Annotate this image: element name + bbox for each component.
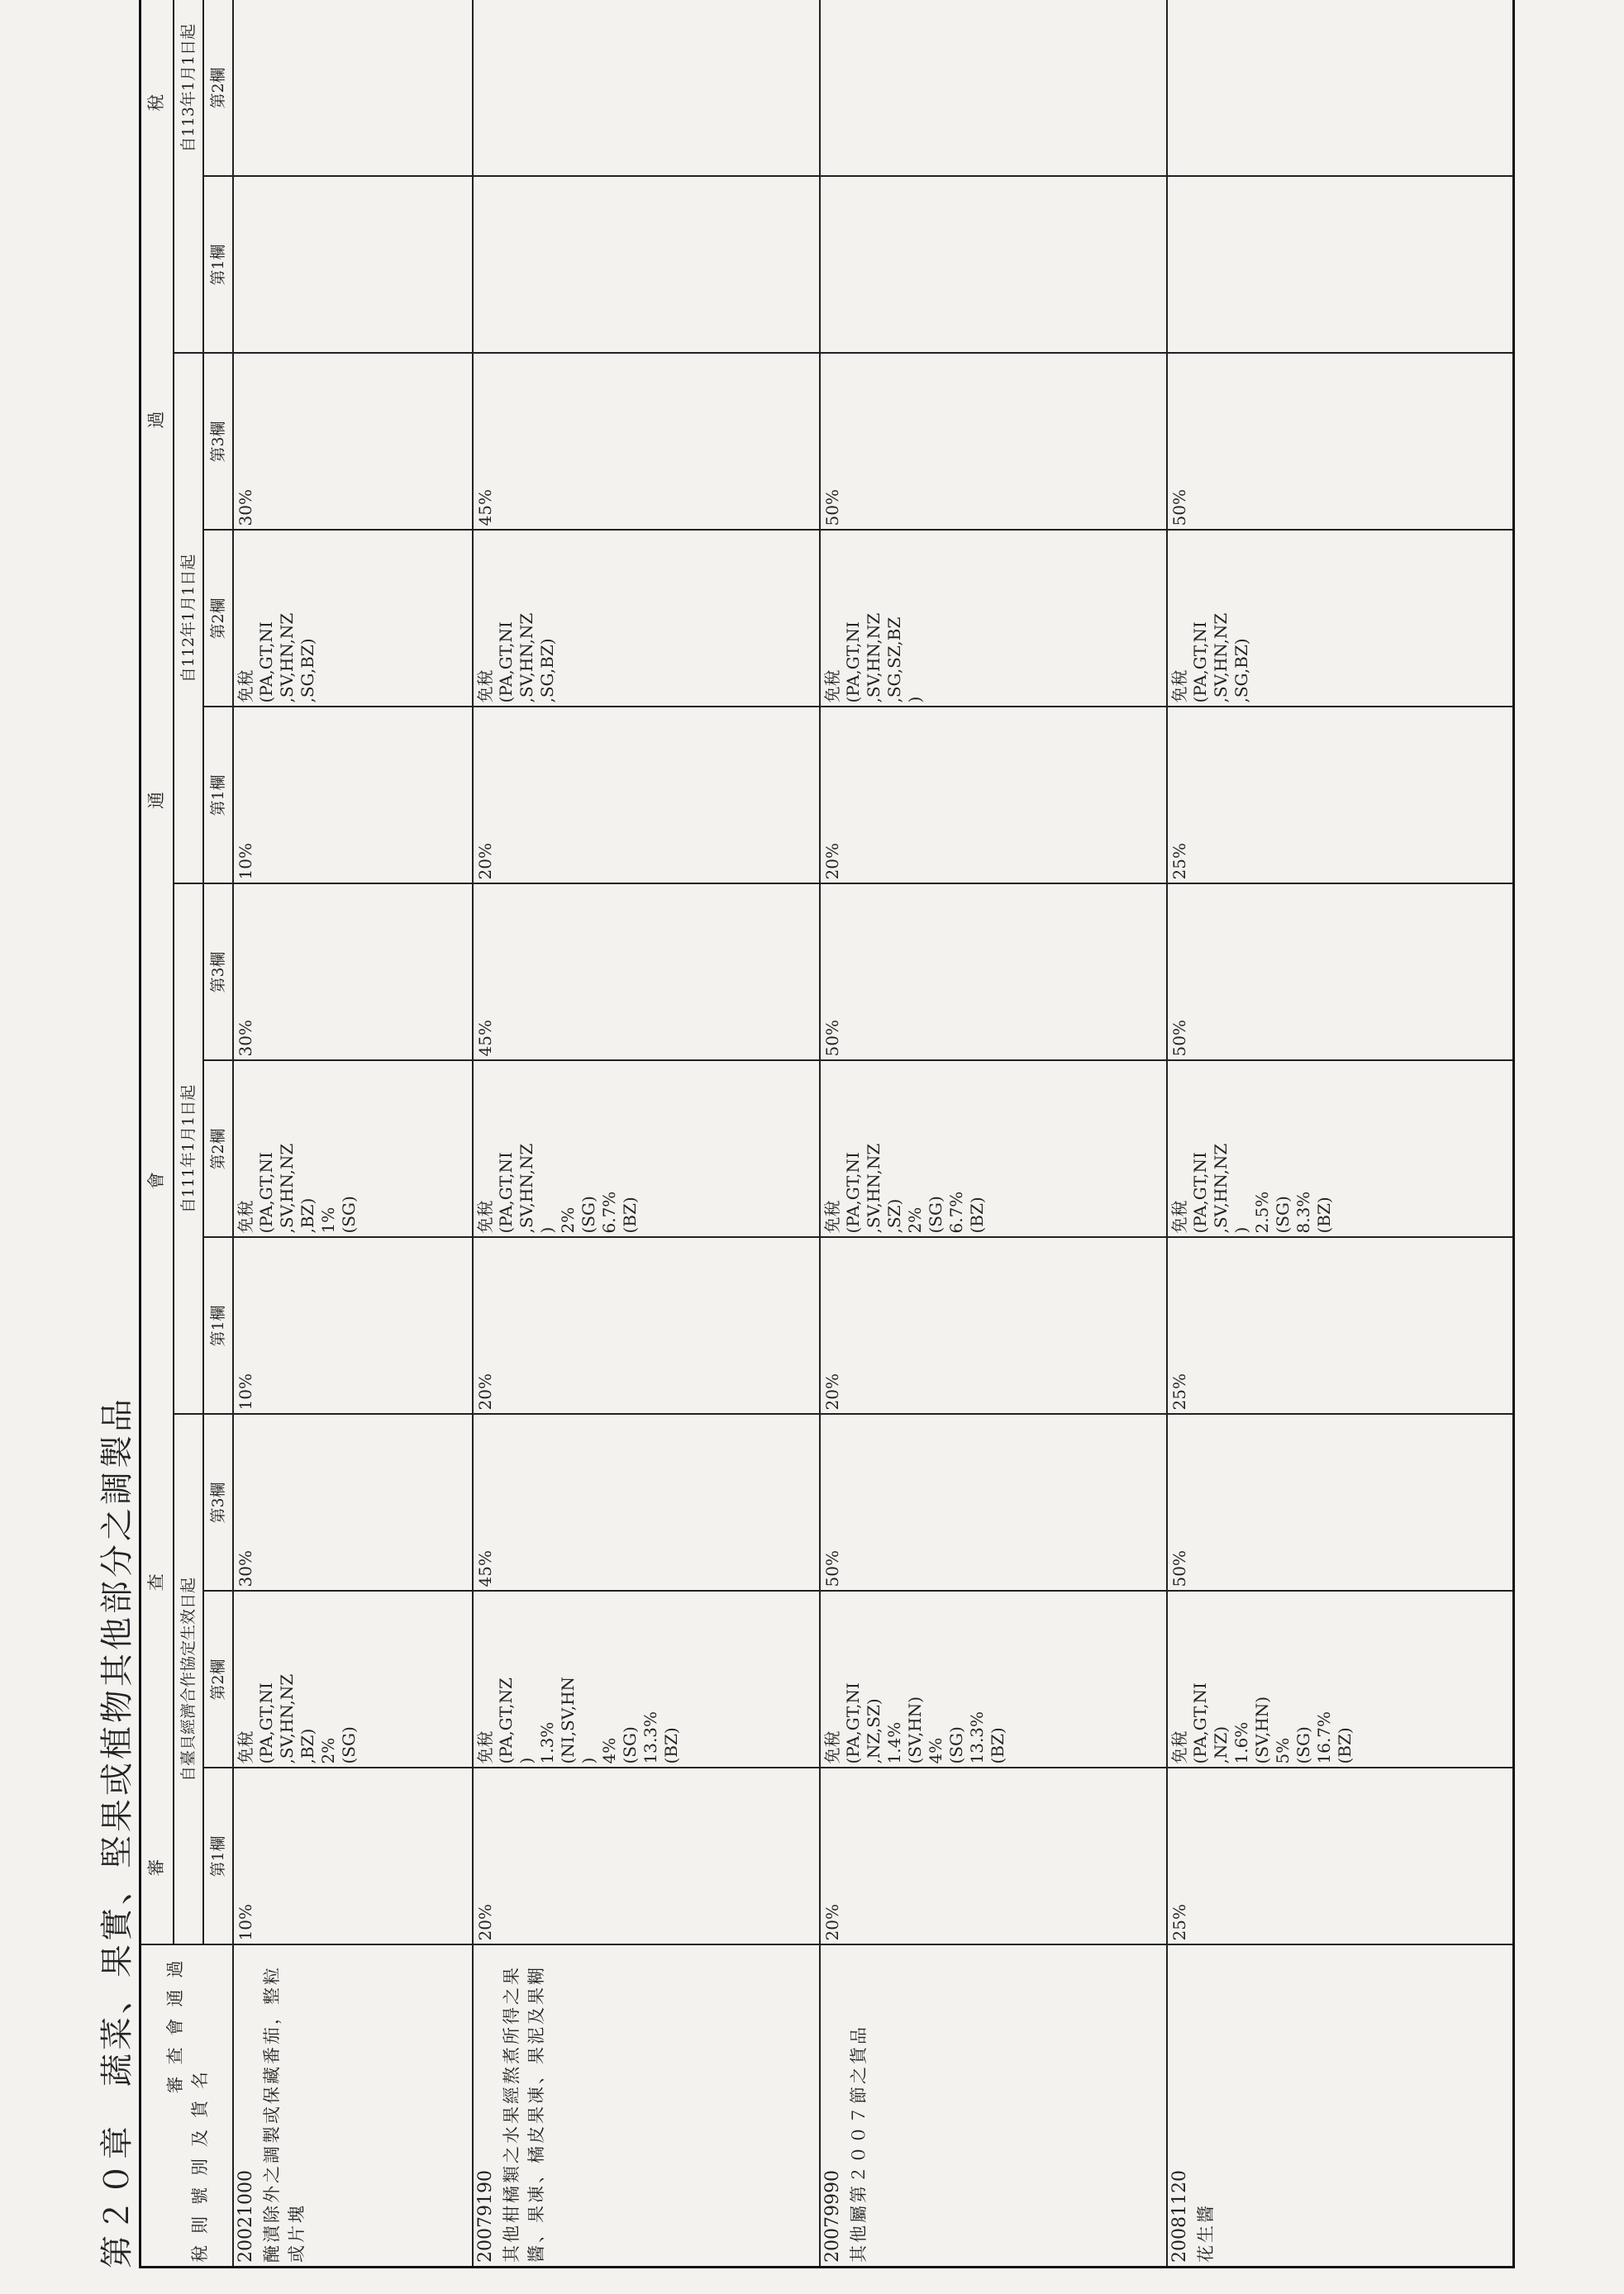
col-header-2: 第2欄 xyxy=(203,1592,233,1768)
rate-cell-g2-col1 xyxy=(473,1238,820,1415)
goods-description: 醃漬除外之調製或保藏番茄，整粒或片塊 xyxy=(261,1965,307,2263)
rate-cell-g1-col1 xyxy=(473,1768,820,1945)
group-header-113: 自113年1月1日起 xyxy=(174,0,203,354)
rate-cell-g3-col1 xyxy=(233,707,473,884)
rate-value: 免稅 (PA,GT,NI ,SV,HN,NZ ,BZ) 2% (SG) xyxy=(235,1673,359,1764)
col-header-1: 第1欄 xyxy=(203,1768,233,1945)
item-cell xyxy=(233,1945,473,2268)
rate-value: 10% xyxy=(235,843,255,880)
rate-cell-g3-col2 xyxy=(233,531,473,707)
item-cell xyxy=(820,1945,1167,2268)
rate-value: 免稅 (PA,GT,NI ,NZ,SZ) 1.4% (SV,HN) 4% (SG) 13.3% (BZ) xyxy=(822,1682,1007,1764)
header-code-name-label: 稅則號別及貨名 xyxy=(189,2060,210,2263)
rate-cell-g4-col1 xyxy=(473,177,820,354)
rate-value: 20% xyxy=(822,1373,842,1411)
group-header-agreement: 自臺貝經濟合作協定生效日起 xyxy=(174,1415,203,1945)
rate-cell-g2-col3 xyxy=(473,884,820,1061)
rate-cell-g2-col3 xyxy=(820,884,1167,1061)
group-header-112: 自112年1月1日起 xyxy=(174,354,203,884)
header-char: 查 xyxy=(146,1572,166,1592)
header-rate-title xyxy=(140,0,174,1945)
tariff-code: 20081120 xyxy=(1169,2170,1190,2263)
rate-value: 20% xyxy=(822,1904,842,1941)
rate-value: 50% xyxy=(1169,489,1189,526)
tariff-code: 20021000 xyxy=(235,2170,256,2263)
header-char: 稅 xyxy=(146,93,166,112)
rate-value: 50% xyxy=(822,489,842,526)
rate-cell-g2-col2 xyxy=(233,1061,473,1238)
rate-cell-g3-col1 xyxy=(820,707,1167,884)
rate-value: 20% xyxy=(822,843,842,880)
col-header-3: 第3欄 xyxy=(203,354,233,531)
rate-value: 免稅 (PA,GT,NI ,SV,HN,NZ ,SG,BZ) xyxy=(1169,612,1251,703)
col-header-2: 第2欄 xyxy=(203,0,233,177)
rate-cell-g4-col2 xyxy=(820,0,1167,177)
rate-cell-g3-col2 xyxy=(820,531,1167,707)
rate-value: 10% xyxy=(235,1373,255,1411)
rate-cell-g3-col3 xyxy=(1167,354,1514,531)
rate-cell-g3-col1 xyxy=(1167,707,1514,884)
rate-cell-g2-col2 xyxy=(1167,1061,1514,1238)
table-row xyxy=(473,0,820,2268)
rate-value: 免稅 (PA,GT,NI ,SV,HN,NZ ) 2% (SG) 6.7% (BZ) xyxy=(474,1143,640,1234)
rate-value: 免稅 (PA,GT,NI ,SV,HN,NZ ,SG,BZ) xyxy=(235,612,317,703)
rate-cell-g3-col1 xyxy=(473,707,820,884)
rate-value: 50% xyxy=(1169,1020,1189,1057)
table-row xyxy=(820,0,1167,2268)
chapter-title: 第２０章 蔬菜、果實、堅果或植物其他部分之調製品 xyxy=(98,1396,136,2268)
rate-cell-g3-col2 xyxy=(1167,531,1514,707)
rate-cell-g4-col1 xyxy=(233,177,473,354)
rate-cell-g1-col2 xyxy=(473,1592,820,1768)
rate-value: 50% xyxy=(822,1020,842,1057)
rotated-content xyxy=(83,24,1624,2268)
rate-value: 免稅 (PA,GT,NI ,NZ) 1.6% (SV,HN) 5% (SG) 16.7% (BZ) xyxy=(1169,1682,1355,1764)
item-cell xyxy=(1167,1945,1514,2268)
rate-value: 30% xyxy=(235,489,255,526)
rate-cell-g3-col2 xyxy=(473,531,820,707)
rate-cell-g1-col1 xyxy=(1167,1768,1514,1945)
rate-cell-g1-col2 xyxy=(820,1592,1167,1768)
rate-cell-g3-col3 xyxy=(233,354,473,531)
rate-value: 45% xyxy=(474,1020,495,1057)
rate-cell-g3-col3 xyxy=(473,354,820,531)
tariff-code: 20079190 xyxy=(474,2170,496,2263)
rate-cell-g4-col2 xyxy=(233,0,473,177)
rate-value: 20% xyxy=(474,1373,495,1411)
rate-cell-g2-col3 xyxy=(1167,884,1514,1061)
rate-cell-g1-col1 xyxy=(233,1768,473,1945)
goods-description: 花生醬 xyxy=(1195,2203,1216,2263)
rate-value: 免稅 (PA,GT,NI ,SV,HN,NZ ,BZ) 1% (SG) xyxy=(235,1143,359,1234)
group-header-111: 自111年1月1日起 xyxy=(174,884,203,1415)
rate-cell-g2-col3 xyxy=(233,884,473,1061)
rate-cell-g2-col2 xyxy=(820,1061,1167,1238)
rate-cell-g1-col3 xyxy=(473,1415,820,1592)
rate-cell-g4-col2 xyxy=(473,0,820,177)
header-char: 過 xyxy=(146,409,166,429)
rate-value: 10% xyxy=(235,1904,255,1941)
goods-description: 其他柑橘類之水果經熬煮所得之果醬、果凍、橘皮果凍、果泥及果糊 xyxy=(501,1965,546,2263)
col-header-2: 第2欄 xyxy=(203,531,233,707)
rate-cell-g2-col2 xyxy=(473,1061,820,1238)
rate-cell-g3-col3 xyxy=(820,354,1167,531)
tariff-table xyxy=(139,0,1515,2268)
tariff-code: 20079990 xyxy=(822,2170,843,2263)
header-char: 會 xyxy=(146,1170,166,1190)
col-header-3: 第3欄 xyxy=(203,1415,233,1592)
rate-value: 免稅 (PA,GT,NI ,SV,HN,NZ ,SG,BZ) xyxy=(474,612,557,703)
rate-value: 免稅 (PA,GT,NI ,SV,HN,NZ ,SZ) 2% (SG) 6.7% (BZ) xyxy=(822,1143,987,1234)
rate-value: 30% xyxy=(235,1550,255,1587)
rate-value: 30% xyxy=(235,1020,255,1057)
header-char: 審 xyxy=(146,1857,166,1877)
rate-cell-g1-col1 xyxy=(820,1768,1167,1945)
col-header-1: 第1欄 xyxy=(203,1238,233,1415)
tariff-body xyxy=(233,0,1514,2268)
rate-value: 20% xyxy=(474,1904,495,1941)
table-row xyxy=(233,0,473,2268)
header-committee-label: 審查會通過 xyxy=(164,1949,185,2094)
rate-value: 45% xyxy=(474,489,495,526)
rate-value: 45% xyxy=(474,1550,495,1587)
col-header-1: 第1欄 xyxy=(203,707,233,884)
table-row xyxy=(1167,0,1514,2268)
rate-value: 免稅 (PA,GT,NI ,SV,HN,NZ ) 2.5% (SG) 8.3% (BZ) xyxy=(1169,1143,1334,1234)
rate-cell-g4-col1 xyxy=(820,177,1167,354)
rate-cell-g2-col1 xyxy=(820,1238,1167,1415)
rate-value: 免稅 (PA,GT,NI ,SV,HN,NZ ,SG,SZ,BZ ) xyxy=(822,612,925,703)
col-header-1: 第1欄 xyxy=(203,177,233,354)
rate-cell-g4-col2 xyxy=(1167,0,1514,177)
rate-cell-g2-col1 xyxy=(233,1238,473,1415)
rate-value: 25% xyxy=(1169,843,1189,880)
rate-value: 50% xyxy=(822,1550,842,1587)
rate-cell-g1-col2 xyxy=(233,1592,473,1768)
rate-cell-g1-col3 xyxy=(233,1415,473,1592)
col-header-3: 第3欄 xyxy=(203,884,233,1061)
rate-value: 20% xyxy=(474,843,495,880)
rate-cell-g2-col1 xyxy=(1167,1238,1514,1415)
rate-cell-g1-col3 xyxy=(820,1415,1167,1592)
rate-cell-g4-col1 xyxy=(1167,177,1514,354)
item-cell xyxy=(473,1945,820,2268)
rate-value: 25% xyxy=(1169,1904,1189,1941)
rate-cell-g1-col2 xyxy=(1167,1592,1514,1768)
rate-value: 25% xyxy=(1169,1373,1189,1411)
header-item-column xyxy=(140,1945,233,2268)
goods-description: 其他屬第２００７節之貨品 xyxy=(848,2025,869,2263)
header-char: 通 xyxy=(146,789,166,809)
rate-value: 50% xyxy=(1169,1550,1189,1587)
rate-value: 免稅 (PA,GT,NZ ) 1.3% (NI,SV,HN ) 4% (SG) 13.3% (BZ) xyxy=(474,1676,681,1764)
col-header-2: 第2欄 xyxy=(203,1061,233,1238)
rate-cell-g1-col3 xyxy=(1167,1415,1514,1592)
